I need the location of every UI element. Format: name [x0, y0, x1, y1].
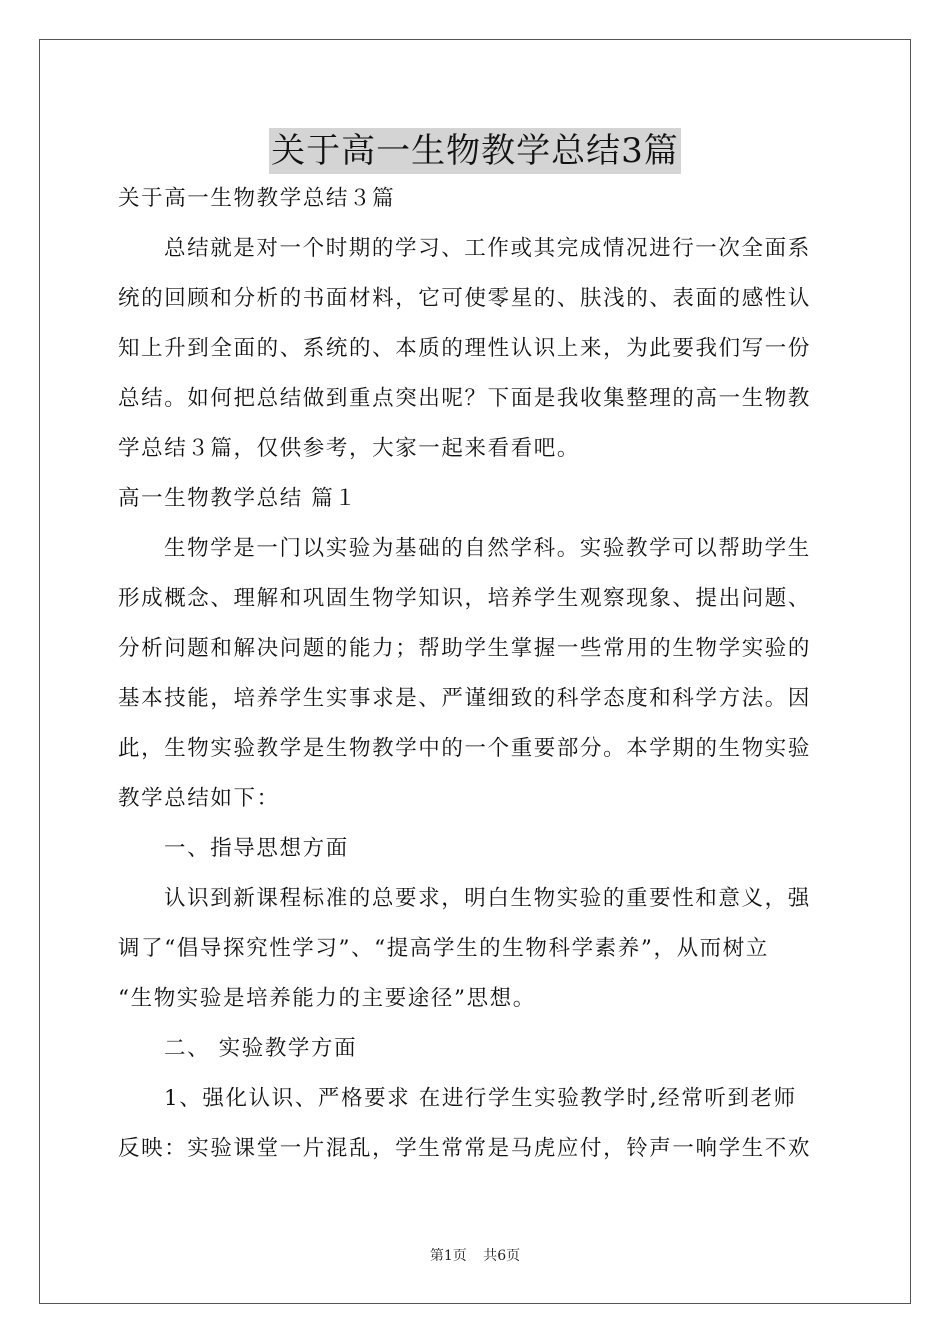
- text-line: 生物学是一门以实验为基础的自然学科。实验教学可以帮助学生: [164, 536, 811, 561]
- text-line: 高一生物教学总结 篇１: [118, 486, 358, 511]
- text-line: 一、指导思想方面: [164, 836, 349, 861]
- text-line: 此，生物实验教学是生物教学中的一个重要部分。本学期的生物实验: [118, 736, 812, 761]
- document-title-wrapper: [0, 128, 950, 174]
- text-line: 学总结３篇，仅供参考，大家一起来看看吧。: [118, 436, 581, 461]
- page-number: 第1页: [429, 1248, 467, 1264]
- text-line: 关于高一生物教学总结３篇: [118, 186, 396, 211]
- text-line: 调了“倡导探究性学习”、“提高学生的生物科学素养”，从而树立: [118, 936, 769, 961]
- text-line: 教学总结如下：: [118, 786, 280, 811]
- text-line: 总结。如何把总结做到重点突出呢？下面是我收集整理的高一生物教: [118, 386, 812, 411]
- text-line: 统的回顾和分析的书面材料，它可使零星的、肤浅的、表面的感性认: [118, 286, 812, 311]
- document-title: 关于高一生物教学总结3篇: [269, 128, 681, 174]
- text-line: 基本技能，培养学生实事求是、严谨细致的科学态度和科学方法。因: [118, 686, 812, 711]
- text-line: 形成概念、理解和巩固生物学知识，培养学生观察现象、提出问题、: [118, 586, 812, 611]
- text-line: 二、 实验教学方面: [164, 1036, 358, 1061]
- document-body: [118, 174, 834, 1174]
- text-line: 分析问题和解决问题的能力；帮助学生掌握一些常用的生物学实验的: [118, 636, 812, 661]
- text-line: 认识到新课程标准的总要求，明白生物实验的重要性和意义，强: [164, 886, 811, 911]
- text-line: 1、强化认识、严格要求 在进行学生实验教学时,经常听到老师: [164, 1086, 797, 1111]
- text-line: 反映：实验课堂一片混乱，学生常常是马虎应付，铃声一响学生不欢: [118, 1136, 812, 1161]
- page-footer: [0, 1245, 950, 1265]
- text-line: “生物实验是培养能力的主要途径”思想。: [118, 986, 536, 1011]
- text-line: 知上升到全面的、系统的、本质的理性认识上来，为此要我们写一份: [118, 336, 812, 361]
- text-line: 总结就是对一个时期的学习、工作或其完成情况进行一次全面系: [164, 236, 811, 261]
- page-total: 共6页: [483, 1248, 521, 1264]
